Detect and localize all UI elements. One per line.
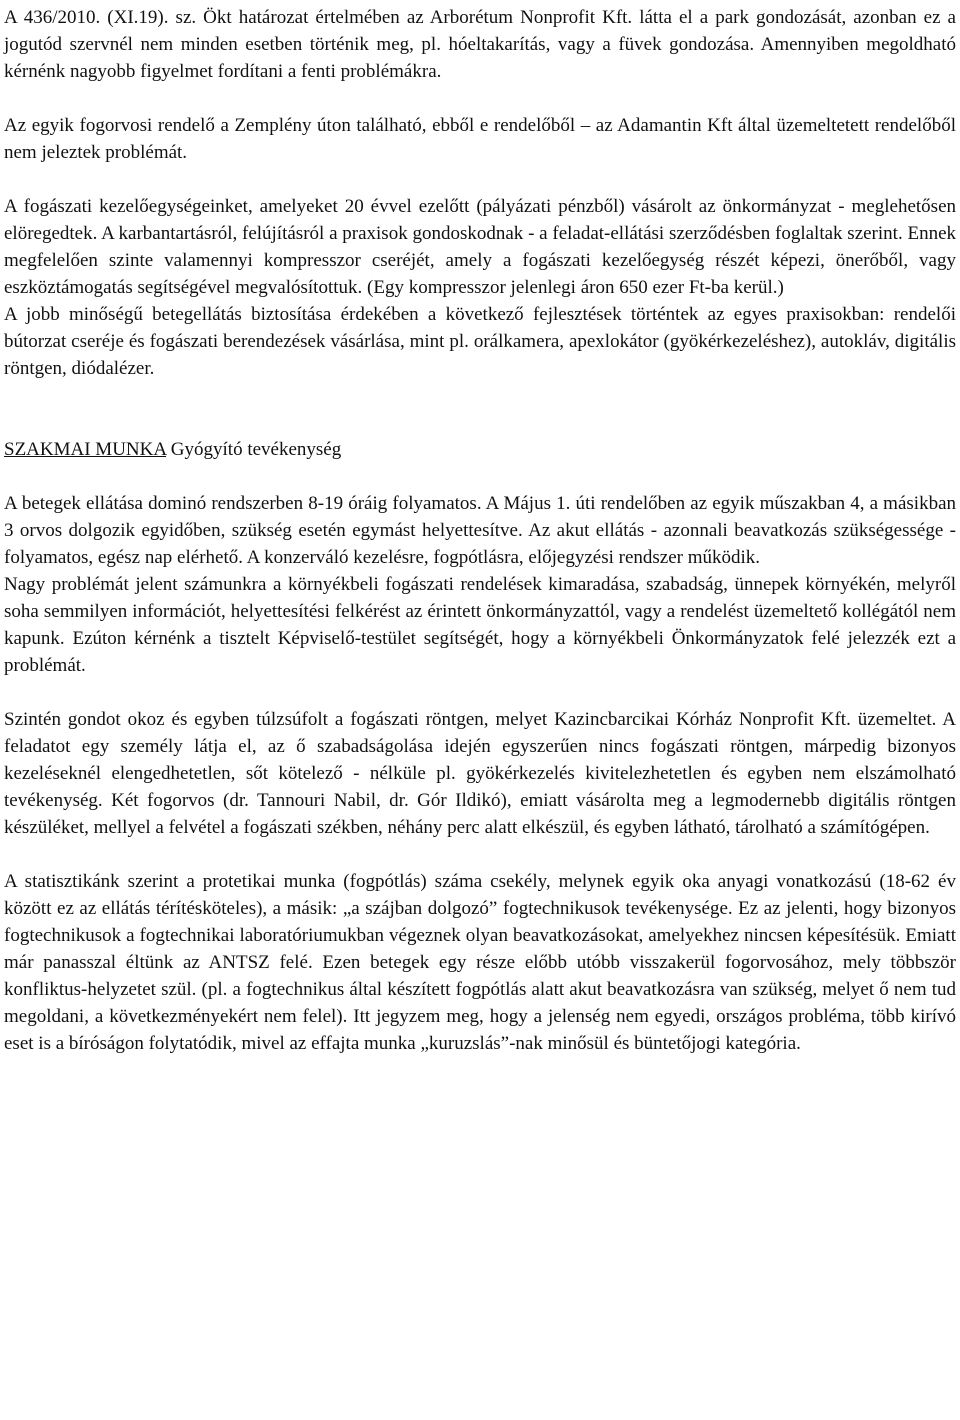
section-title-rest: Gyógyító tevékenység [166,439,342,460]
document-page [4,4,956,1057]
paragraph-park-maintenance: A 436/2010. (XI.19). sz. Ökt határozat értelmében az Arborétum Nonprofit Kft. látta el a park gondozását, azonban ez a jogutód szervnél nem minden esetben történik meg, pl. hóeltakarítás, vagy a füvek gondozása. Amennyiben megoldható kérnénk nagyobb figyelmet fordítani a fenti problémákra. [4,7,956,82]
paragraph-xray: Szintén gondot okoz és egyben túlzsúfolt a fogászati röntgen, melyet Kazincbarcikai Kórház Nonprofit Kft. üzemeltet. A feladatot egy személy látja el, az ő szabadságolása idején egyszerűen nincs fogászati röntgen, márpedig bizonyos kezeléseknél elengedhetetlen, sőt kötelező - nélküle pl. gyökérkezelés kivitelezhetetlen és egyben nem elszámolható tevékenység. Két fogorvos (dr. Tannouri Nabil, dr. Gór Ildikó), emiatt vásárolta meg a legmodernebb digitális röntgen készüléket, mellyel a felvétel a fogászati székben, néhány perc alatt elkészül, és egyben látható, tárolható a számítógépen. [4,709,956,838]
paragraph-domino-system: A betegek ellátása dominó rendszerben 8-19 óráig folyamatos. A Május 1. úti rendelőben az egyik műszakban 4, a másikban 3 orvos dolgozik egyidőben, szükség esetén egymást helyettesítve. Az akut ellátás - azonnali beavatkozás szükségessége - folyamatos, egész nap elérhető. A konzerváló kezelésre, fogpótlásra, előjegyzési rendszer működik. [4,493,956,568]
paragraph-zempleny-clinic: Az egyik fogorvosi rendelő a Zemplény úton található, ebből e rendelőből – az Adamantin Kft által üzemeltetett rendelőből nem jeleztek problémát. [4,115,956,163]
section-heading [4,436,956,463]
paragraph-dental-units: A fogászati kezelőegységeinket, amelyeket 20 évvel ezelőtt (pályázati pénzből) vásárolt az önkormányzat - meglehetősen elöregedtek. A karbantartásról, felújításról a praxisok gondoskodnak - a feladat-ellátási szerződésben foglaltak szerint. Ennek megfelelően szinte valamennyi kompresszor cseréjét, amely a fogászati kezelőegység részét képezi, önerőből, vagy eszköztámogatás segítségével megvalósítottuk. (Egy kompresszor jelenlegi áron 650 ezer Ft-ba kerül.) [4,196,956,298]
paragraph-developments: A jobb minőségű betegellátás biztosítása érdekében a következő fejlesztések történtek az egyes praxisokban: rendelői bútorzat cseréje és fogászati berendezések vásárlása, mint pl. orálkamera, apexlokátor (gyökérkezeléshez), autokláv, digitális röntgen, diódalézer. [4,304,956,379]
paragraph-prosthetics: A statisztikánk szerint a protetikai munka (fogpótlás) száma csekély, melynek egyik oka anyagi vonatkozású (18-62 év között ez az ellátás térítésköteles), a másik: „a szájban dolgozó” fogtechnikusok tevékenysége. Ez az jelenti, hogy bizonyos fogtechnikusok a fogtechnikai laboratóriumukban végeznek olyan beavatkozásokat, amelyekhez nincsen képesítésük. Emiatt már panasszal éltünk az ANTSZ felé. Ezen betegek egy része előbb utóbb visszakerül fogorvosához, mely többször konfliktus-helyzetet szül. (pl. a fogtechnikus által készített fogpótlás alatt akut beavatkozásra van szükség, melyet ő nem tud megoldani, a következményekért nem felel). Itt jegyzem meg, hogy a jelenség nem egyedi, országos probléma, több kirívó eset is a bíróságon folytatódik, mivel az effajta munka „kuruzslás”-nak minősül és büntetőjogi kategória. [4,871,956,1054]
section-title-strong: SZAKMAI MUNKA [4,439,167,460]
paragraph-neighbour-clinics: Nagy problémát jelent számunkra a környékbeli fogászati rendelések kimaradása, szabadság, ünnepek környékén, melyről soha semmilyen információt, helyettesítési felkérést az érintett önkormányzattól, vagy a rendelést üzemeltető kollégától nem kapunk. Ezúton kérnénk a tisztelt Képviselő-testület segítségét, hogy a környékbeli Önkormányzatok felé jelezzék ezt a problémát. [4,574,956,676]
